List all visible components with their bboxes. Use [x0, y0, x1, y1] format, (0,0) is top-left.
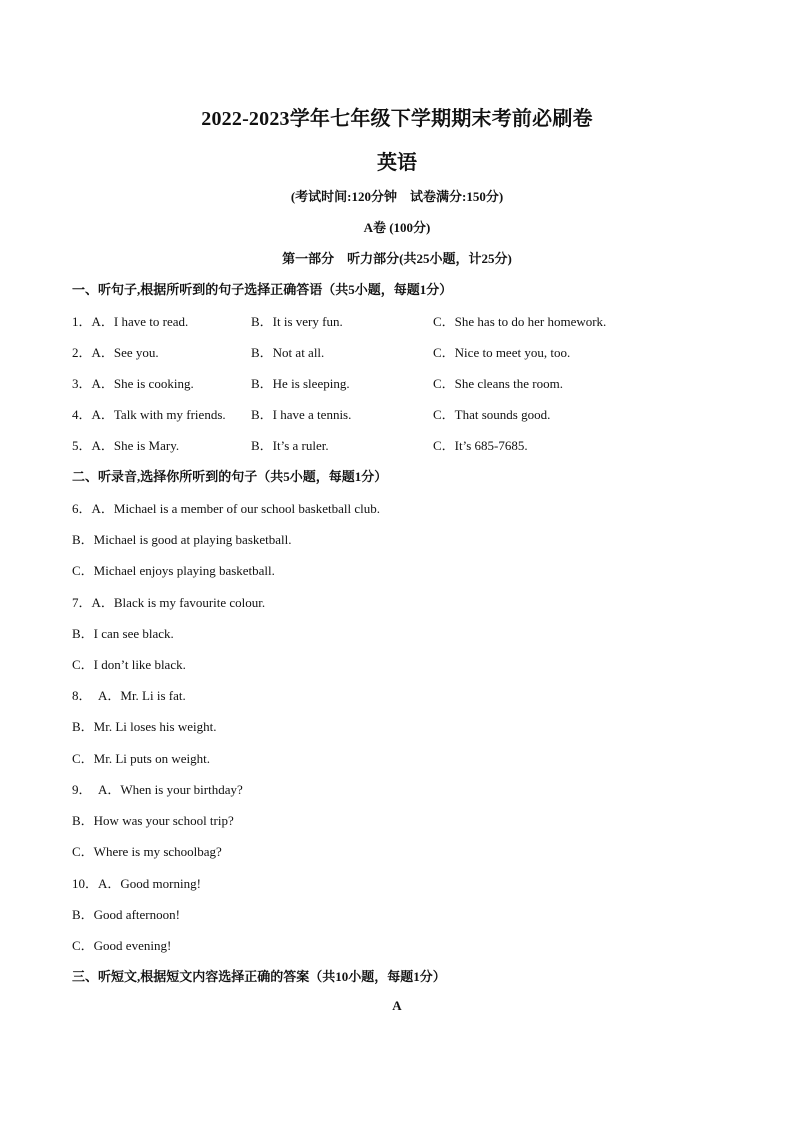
option-a: 5．A．She is Mary. [72, 438, 180, 453]
question-line: C．Where is my schoolbag? [72, 844, 222, 859]
passage-label: A [392, 998, 402, 1013]
option-a: 3．A．She is cooking. [72, 376, 194, 391]
section1-heading: 一、听句子,根据所听到的句子选择正确答语（共5小题，每题1分） [72, 282, 453, 297]
option-c: C．That sounds good. [433, 407, 551, 422]
question-line: 10．A．Good morning! [72, 876, 201, 891]
section2-heading: 二、听录音,选择你所听到的句子（共5小题，每题1分） [72, 469, 388, 484]
question-line: B．Michael is good at playing basketball. [72, 532, 292, 547]
option-c: C．It’s 685-7685. [433, 438, 528, 453]
subject-title: 英语 [377, 152, 417, 174]
part-label: 第一部分 听力部分(共25小题，计25分) [282, 251, 512, 266]
option-b: B．Not at all. [251, 345, 325, 360]
option-c: C．Nice to meet you, too. [433, 345, 571, 360]
volume-label: A卷 (100分) [363, 220, 431, 235]
option-a: 1．A．I have to read. [72, 314, 189, 329]
question-line: 9． A．When is your birthday? [72, 782, 243, 797]
question-line: B．How was your school trip? [72, 813, 234, 828]
option-b: B．It’s a ruler. [251, 438, 329, 453]
question-line: C．Mr. Li puts on weight. [72, 751, 210, 766]
question-line: B．Mr. Li loses his weight. [72, 719, 217, 734]
question-line: C．I don’t like black. [72, 657, 186, 672]
option-c: C．She has to do her homework. [433, 314, 607, 329]
option-a: 4．A．Talk with my friends. [72, 407, 226, 422]
question-line: 7．A．Black is my favourite colour. [72, 595, 266, 610]
question-line: C．Good evening! [72, 938, 172, 953]
question-line: B．I can see black. [72, 626, 174, 641]
option-a: 2．A．See you. [72, 345, 159, 360]
question-line: 6．A．Michael is a member of our school basketball club. [72, 501, 380, 516]
question-line: B．Good afternoon! [72, 907, 180, 922]
option-b: B．I have a tennis. [251, 407, 352, 422]
question-line: C．Michael enjoys playing basketball. [72, 563, 275, 578]
section3-heading: 三、听短文,根据短文内容选择正确的答案（共10小题，每题1分） [72, 969, 446, 984]
question-line: 8． A．Mr. Li is fat. [72, 688, 186, 703]
option-b: B．He is sleeping. [251, 376, 350, 391]
option-b: B．It is very fun. [251, 314, 343, 329]
exam-info: (考试时间:120分钟 试卷满分:150分) [290, 189, 504, 204]
exam-title: 2022-2023学年七年级下学期期末考前必刷卷 [201, 108, 593, 130]
option-c: C．She cleans the room. [433, 376, 563, 391]
